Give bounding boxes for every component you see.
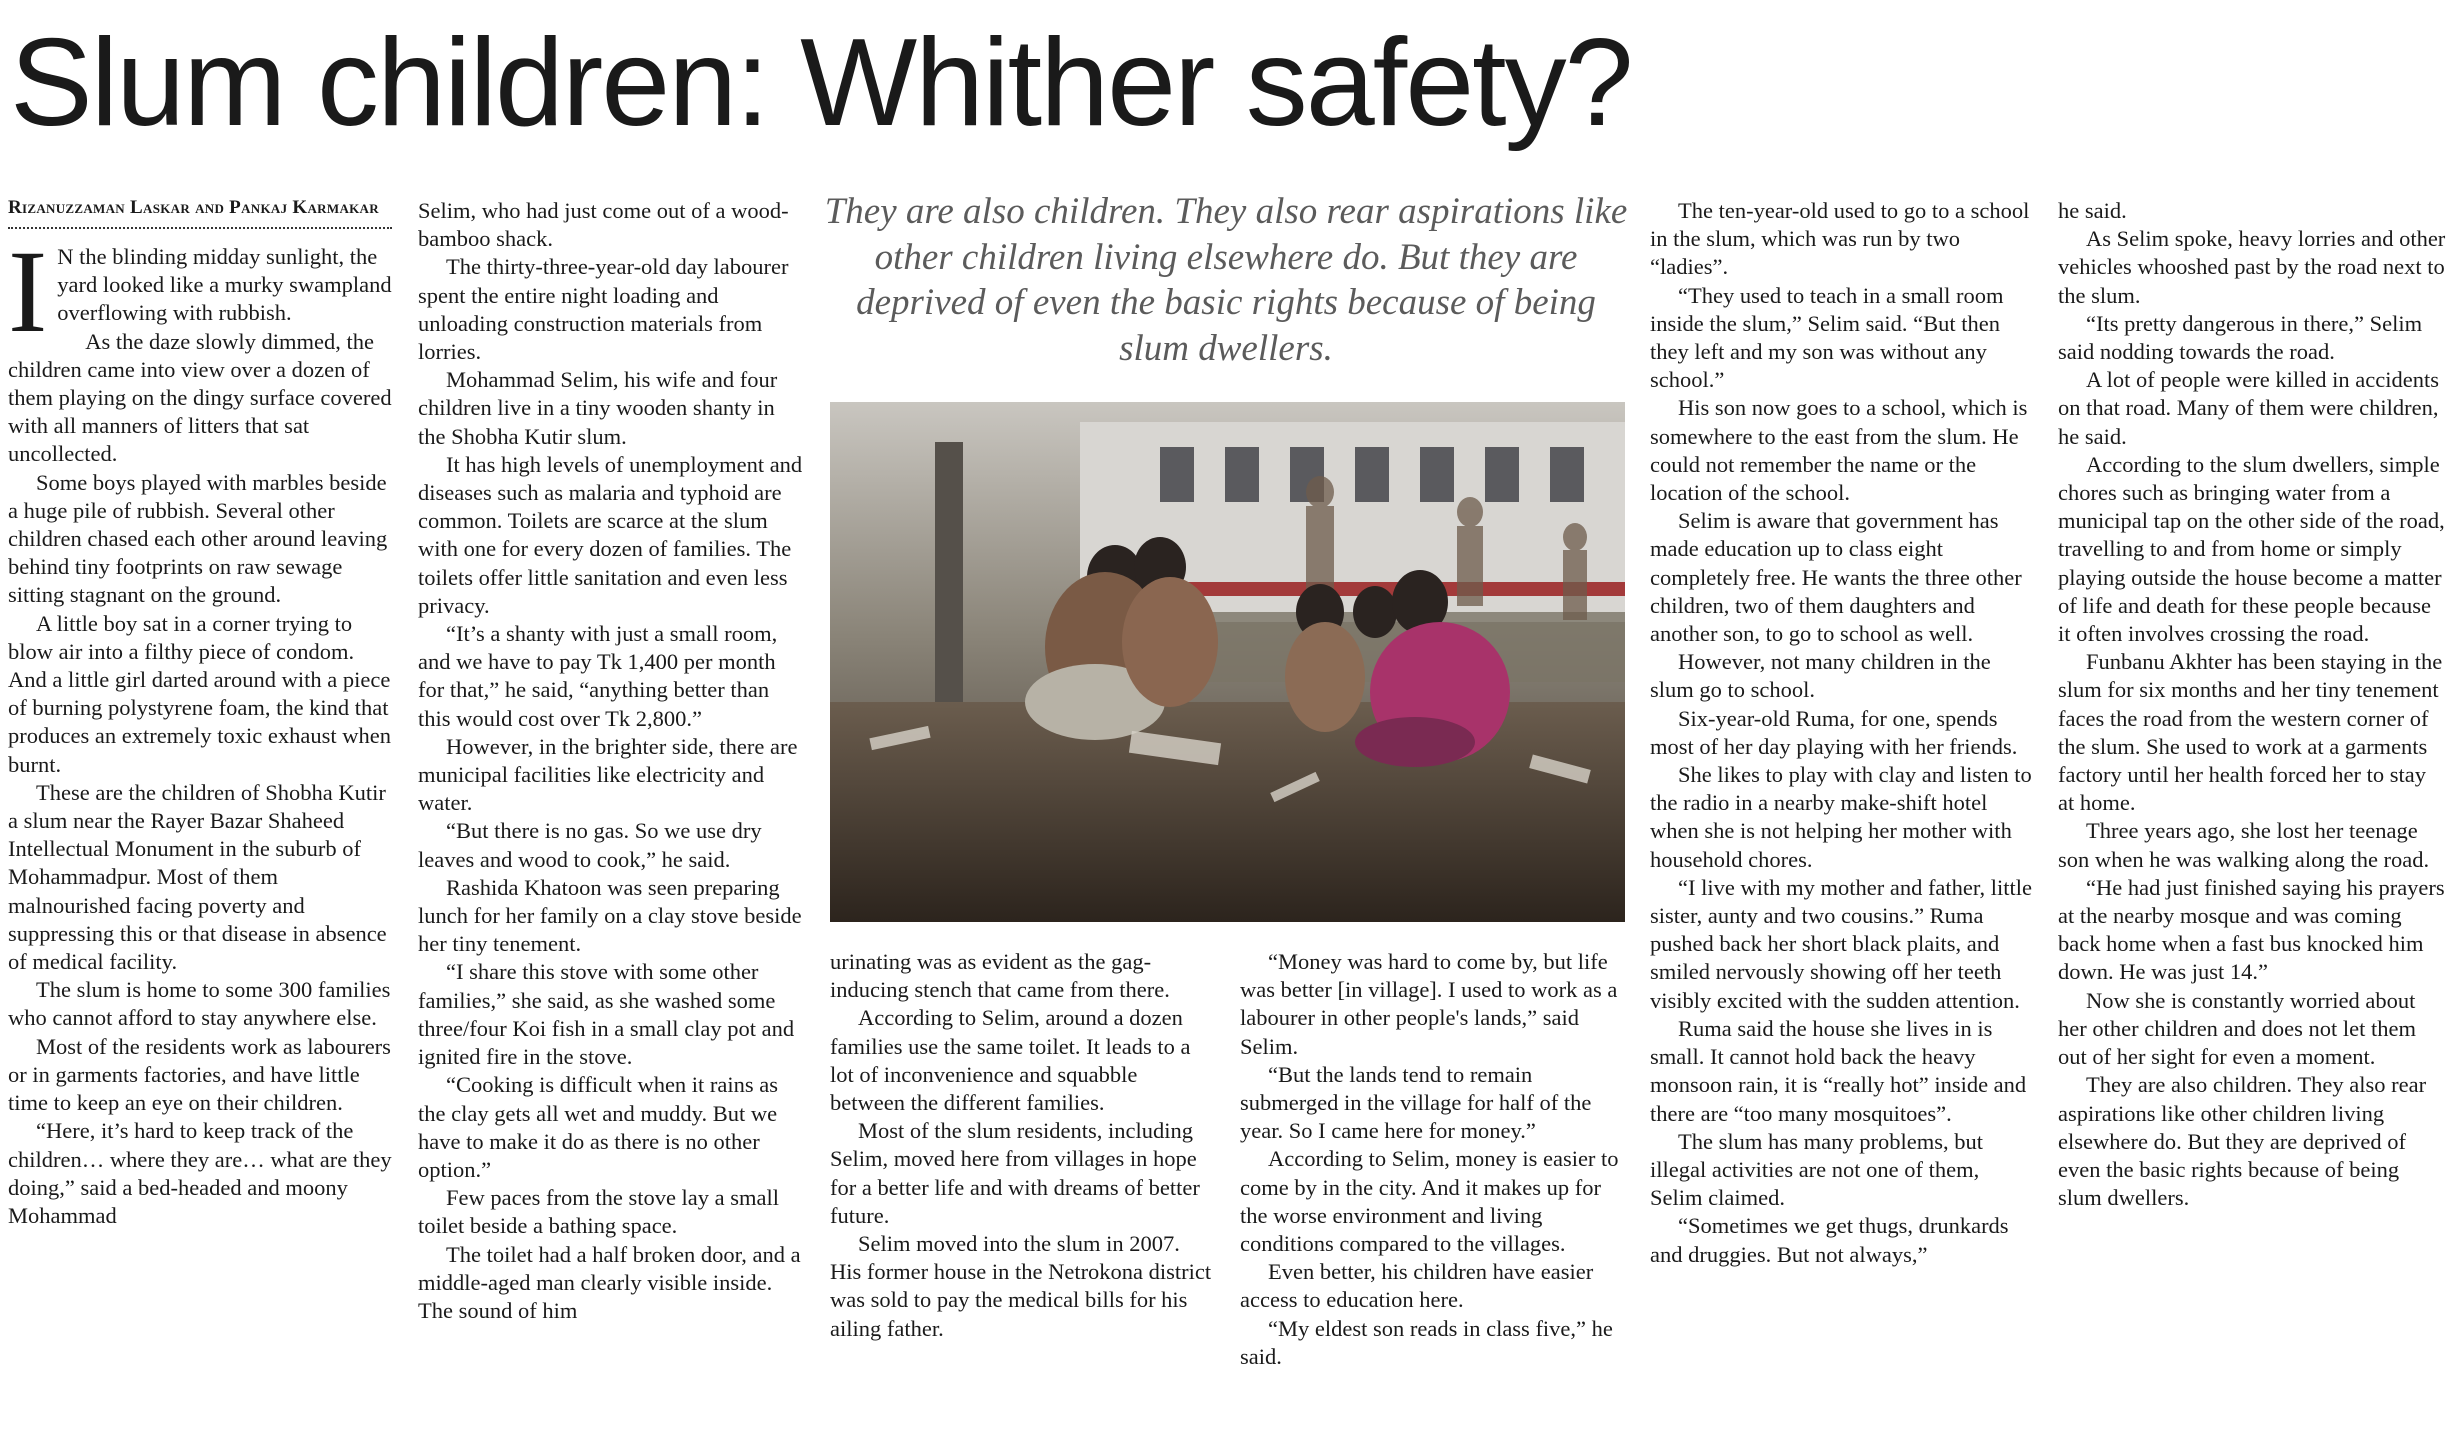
article-column-4 xyxy=(1240,948,1625,1428)
paragraph: Three years ago, she lost her teenage son when he was walking along the road. xyxy=(2058,818,2430,872)
paragraph: Some boys played with marbles beside a huge pile of rubbish. Several other children chased each other around leaving behind tiny footprints on raw sewage sitting stagnant on the ground. xyxy=(8,469,388,608)
paragraph: “He had just finished saying his prayers at the nearby mosque and was coming back home when a fast bus knocked him down. He was just 14.” xyxy=(2058,874,2445,985)
paragraph: According to Selim, around a dozen families use the same toilet. It leads to a lot of inconvenience and squabble between the different families. xyxy=(830,1005,1191,1116)
paragraph: Selim, who had just come out of a wood-bamboo shack. xyxy=(418,198,789,252)
paragraph: The ten-year-old used to go to a school in the slum, which was run by two “ladies”. xyxy=(1650,198,2030,280)
paragraph: Now she is constantly worried about her other children and does not let them out of her sight for even a moment. xyxy=(2058,987,2417,1070)
drop-cap: I xyxy=(8,226,48,357)
paragraph: Selim moved into the slum in 2007. His former house in the Netrokona district was sold to pay the medical bills for his ailing father. xyxy=(830,1231,1212,1341)
paragraph: Few paces from the stove lay a small toilet beside a bathing space. xyxy=(418,1185,780,1239)
article-column-1 xyxy=(8,197,392,1432)
article-column-3 xyxy=(830,948,1216,1428)
paragraph: According to Selim, money is easier to come by in the city. And it makes up for the worse environment and living conditions compared to the villages. xyxy=(1240,1146,1619,1257)
paragraph: “Sometimes we get thugs, drunkards and druggies. But not always,” xyxy=(1650,1213,2009,1267)
paragraph: The toilet had a half broken door, and a middle-aged man clearly visible inside. The sound of him xyxy=(418,1241,801,1323)
paragraph: A little boy sat in a corner trying to blow air into a filthy piece of condom. And a little girl darted around with a piece of burning polystyrene foam, the kind that produces an extremely toxic exhaust when burnt. xyxy=(8,610,391,777)
paragraph: “I share this stove with some other families,” she said, as she washed some three/four Koi fish in a small clay pot and ignited fire in the stove. xyxy=(418,959,795,1070)
paragraph: However, in the brighter side, there are municipal facilities like electricity and water. xyxy=(418,733,798,816)
paragraph: The slum has many problems, but illegal activities are not one of them, Selim claimed. xyxy=(1650,1128,1983,1211)
paragraph: “Money was hard to come by, but life was better [in village]. I used to work as a labourer in other people's lands,” said Selim. xyxy=(1240,949,1618,1059)
paragraph: As Selim spoke, heavy lorries and other vehicles whooshed past by the road next to the slum. xyxy=(2058,226,2446,308)
photo-icon xyxy=(830,402,1625,922)
paragraph: Funbanu Akhter has been staying in the slum for six months and her tiny tenement faces the road from the western corner of the slum. She used to work at a garments factory until her health forced her to stay at home. xyxy=(2058,649,2443,816)
paragraph: His son now goes to a school, which is somewhere to the east from the slum. He could not remember the name or the location of the school. xyxy=(1650,395,2028,506)
paragraph: It has high levels of unemployment and diseases such as malaria and typhoid are common. Toilets are scarce at the slum with one for every dozen of families. The toilets offer little sanitation and even less privacy. xyxy=(418,451,803,618)
paragraph: “Here, it’s hard to keep track of the children… where they are… what are they doing,” said a bed-headed and moony Mohammad xyxy=(8,1118,392,1228)
paragraph: Most of the slum residents, including Selim, moved here from villages in hope for a better life and with dreams of better future. xyxy=(830,1118,1200,1228)
paragraph: Mohammad Selim, his wife and four children live in a tiny wooden shanty in the Shobha Kutir slum. xyxy=(418,367,778,449)
paragraph: They are also children. They also rear aspirations like other children living elsewhere do. But they are deprived of even the basic rights because of being slum dwellers. xyxy=(2058,1072,2427,1211)
paragraph: “But the lands tend to remain submerged in the village for half of the year. So I came here for money.” xyxy=(1240,1061,1592,1144)
pull-quote: They are also children. They also rear aspirations like other children living elsewhere do. But they are deprived of even the basic rights because of being slum dwellers. xyxy=(824,191,1628,369)
paragraph: Ruma said the house she lives in is small. It cannot hold back the heavy monsoon rain, it is “really hot” inside and there are “too many mosquitoes”. xyxy=(1650,1015,2027,1126)
lead-paragraph: I N the blinding midday sunlight, the yard looked like a murky swampland overflowing with rubbish. xyxy=(8,226,392,357)
paragraph: “But there is no gas. So we use dry leaves and wood to cook,” he said. xyxy=(418,818,762,872)
paragraph: The slum is home to some 300 families who cannot afford to stay anywhere else. xyxy=(8,977,391,1031)
paragraph: As the daze slowly dimmed, the children came into view over a dozen of them playing on the dingy surface covered with all manners of litters that sat uncollected. xyxy=(8,328,392,467)
byline: Rizanuzzaman Laskar and Pankaj Karmakar xyxy=(8,197,392,229)
paragraph: Even better, his children have easier access to education here. xyxy=(1240,1259,1594,1313)
paragraph: “Its pretty dangerous in there,” Selim said nodding towards the road. xyxy=(2058,310,2423,365)
paragraph: “It’s a shanty with just a small room, and we have to pay Tk 1,400 per month for that,” he said, “anything better than this would cost over Tk 2,800.” xyxy=(418,621,778,731)
paragraph: Rashida Khatoon was seen preparing lunch for her family on a clay stove beside her tiny tenement. xyxy=(418,874,802,957)
paragraph: Most of the residents work as labourers or in garments factories, and have little time to keep an eye on their children. xyxy=(8,1033,391,1116)
paragraph: These are the children of Shobha Kutir a slum near the Rayer Bazar Shaheed Intellectual Monument in the suburb of Mohammadpur. Most of them malnourished facing poverty and suppressing this or that disease in absence of medical facility. xyxy=(8,779,387,975)
headline: Slum children: Whither safety? xyxy=(10,14,1632,152)
article-column-6 xyxy=(2058,197,2446,1432)
paragraph: “My eldest son reads in class five,” he said. xyxy=(1240,1315,1613,1369)
paragraph: Six-year-old Ruma, for one, spends most of her day playing with her friends. xyxy=(1650,705,2018,759)
paragraph: However, not many children in the slum go to school. xyxy=(1650,649,1991,703)
paragraph: “I live with my mother and father, little sister, aunty and two cousins.” Ruma pushed back her short black plaits, and smiled nervously showing off her teeth visibly excited with the sudden attention. xyxy=(1650,874,2032,1013)
paragraph: Selim is aware that government has made education up to class eight completely free. He wants the three other children, two of them daughters and another son, to go to school as well. xyxy=(1650,508,2022,647)
paragraph: “Cooking is difficult when it rains as the clay gets all wet and muddy. But we have to make it do as there is no other option.” xyxy=(418,1072,779,1182)
paragraph: “They used to teach in a small room inside the slum,” Selim said. “But then they left and my son was without any school.” xyxy=(1650,282,2004,393)
article-column-5 xyxy=(1650,197,2034,1432)
paragraph: urinating was as evident as the gag-inducing stench that came from there. xyxy=(830,949,1170,1003)
article-photo xyxy=(830,402,1625,922)
paragraph: he said. xyxy=(2058,198,2127,223)
paragraph: The thirty-three-year-old day labourer spent the entire night loading and unloading construction materials from lorries. xyxy=(418,254,789,365)
paragraph: She likes to play with clay and listen to the radio in a nearby make-shift hotel when she is not helping her mother with household chores. xyxy=(1650,762,2032,872)
paragraph: According to the slum dwellers, simple chores such as bringing water from a municipal tap on the other side of the road, travelling to and from home or simply playing outside the house become a matter of life and death for these people because it often involves crossing the road. xyxy=(2058,451,2445,647)
paragraph: A lot of people were killed in accidents on that road. Many of them were children, he said. xyxy=(2058,367,2440,449)
article-column-2 xyxy=(418,197,804,1432)
